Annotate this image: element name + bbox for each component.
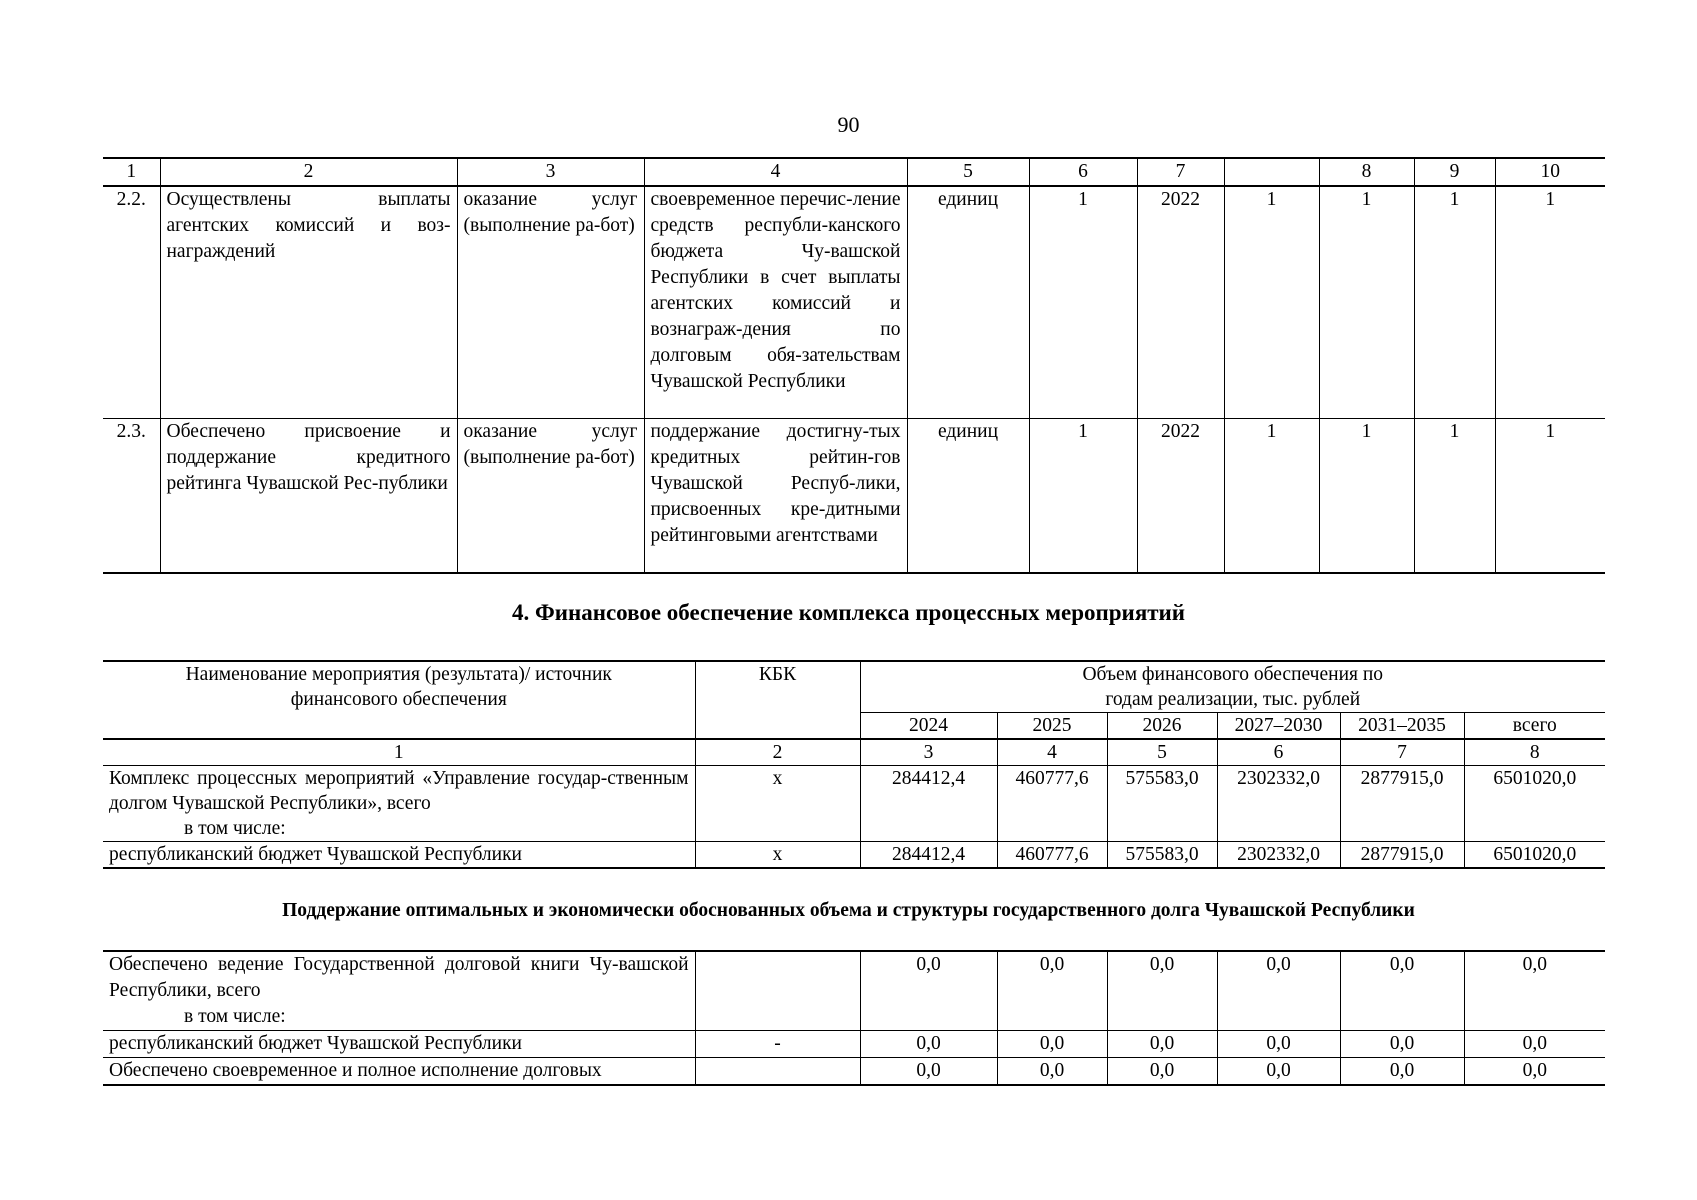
amount: 575583,0 [1107, 842, 1217, 869]
measure-name-text: Комплекс процессных мероприятий «Управление государ-ственным долгом Чувашской Республики», всего [109, 768, 689, 814]
table-header-row [103, 661, 1605, 713]
amount: 284412,4 [860, 766, 997, 842]
amount: 0,0 [1107, 951, 1217, 1031]
table-header-row [103, 158, 1605, 186]
value: 1 [1319, 186, 1414, 418]
header-kbk: КБК [695, 661, 860, 739]
result-type: оказание услуг (выполнение ра-бот) [457, 186, 644, 418]
value: 1 [1414, 186, 1495, 418]
amount: 2302332,0 [1217, 842, 1340, 869]
table-row [103, 1031, 1605, 1058]
amount: 0,0 [997, 1031, 1107, 1058]
kbk [695, 951, 860, 1031]
financing-table-continued [103, 950, 1605, 1086]
amount: 0,0 [997, 1058, 1107, 1086]
amount: 0,0 [1464, 951, 1605, 1031]
row-number: 2.3. [103, 418, 160, 573]
col-header: 4 [644, 158, 907, 186]
amount: 0,0 [1340, 1031, 1464, 1058]
col-header: 10 [1495, 158, 1605, 186]
kbk: х [695, 842, 860, 869]
header-name: Наименование мероприятия (результата)/ источник финансового обеспечения [103, 661, 695, 739]
unit: единиц [907, 186, 1029, 418]
amount: 0,0 [1340, 951, 1464, 1031]
col-header: 7 [1137, 158, 1224, 186]
value: 1 [1414, 418, 1495, 573]
indicators-table [103, 157, 1605, 574]
value: 1 [1224, 418, 1319, 573]
header-volume: Объем финансового обеспечения по годам реализации, тыс. рублей [860, 661, 1605, 713]
col-header: 8 [1319, 158, 1414, 186]
table-row [103, 766, 1605, 842]
kbk: х [695, 766, 860, 842]
amount: 0,0 [1217, 1031, 1340, 1058]
amount: 460777,6 [997, 842, 1107, 869]
amount: 0,0 [1464, 1058, 1605, 1086]
result-name: Осуществлены выплаты агентских комиссий и воз-награждений [160, 186, 457, 418]
amount: 0,0 [1107, 1031, 1217, 1058]
col-number: 2 [695, 739, 860, 766]
col-number: 5 [1107, 739, 1217, 766]
amount: 0,0 [860, 1058, 997, 1086]
amount: 0,0 [997, 951, 1107, 1031]
measure-name [103, 766, 695, 842]
col-header [1224, 158, 1319, 186]
amount: 6501020,0 [1464, 766, 1605, 842]
col-number: 8 [1464, 739, 1605, 766]
subsection-title: Поддержание оптимальных и экономически обоснованных объема и структуры государственного долга Чувашской Республики [282, 900, 1415, 921]
measure-sub: в том числе: [184, 1006, 286, 1027]
table-row [103, 951, 1605, 1031]
table-row [103, 1058, 1605, 1086]
amount: 284412,4 [860, 842, 997, 869]
measure-name [103, 951, 695, 1031]
kbk [695, 1058, 860, 1086]
amount: 2302332,0 [1217, 766, 1340, 842]
amount: 0,0 [1107, 1058, 1217, 1086]
year-header: 2024 [860, 713, 997, 740]
table-row [103, 418, 1605, 573]
year: 2022 [1137, 186, 1224, 418]
result-description: поддержание достигну-тых кредитных рейтин-гов Чувашской Респуб-лики, присвоенных кре-дитными рейтинговыми агентствами [644, 418, 907, 573]
col-header: 6 [1029, 158, 1137, 186]
section-title: 4. Финансовое обеспечение комплекса процессных мероприятий [511, 600, 1186, 625]
value: 1 [1319, 418, 1414, 573]
measure-name: республиканский бюджет Чувашской Республики [103, 842, 695, 869]
col-number: 3 [860, 739, 997, 766]
page-number: 90 [837, 112, 860, 137]
col-header: 1 [103, 158, 160, 186]
amount: 2877915,0 [1340, 766, 1464, 842]
col-header: 9 [1414, 158, 1495, 186]
amount: 0,0 [860, 1031, 997, 1058]
amount: 575583,0 [1107, 766, 1217, 842]
measure-name: республиканский бюджет Чувашской Республики [103, 1031, 695, 1058]
measure-sub: в том числе: [184, 818, 286, 839]
year-header: всего [1464, 713, 1605, 740]
measure-name-text: Обеспечено ведение Государственной долговой книги Чу-вашской Республики, всего [109, 954, 689, 1001]
amount: 460777,6 [997, 766, 1107, 842]
result-type: оказание услуг (выполнение ра-бот) [457, 418, 644, 573]
row-number: 2.2. [103, 186, 160, 418]
kbk: - [695, 1031, 860, 1058]
year: 2022 [1137, 418, 1224, 573]
amount: 6501020,0 [1464, 842, 1605, 869]
amount: 0,0 [1217, 1058, 1340, 1086]
column-numbers-row [103, 739, 1605, 766]
amount: 0,0 [860, 951, 997, 1031]
year-header: 2031–2035 [1340, 713, 1464, 740]
amount: 0,0 [1464, 1031, 1605, 1058]
year-header: 2025 [997, 713, 1107, 740]
value: 1 [1224, 186, 1319, 418]
value: 1 [1029, 418, 1137, 573]
value: 1 [1029, 186, 1137, 418]
table-row [103, 842, 1605, 869]
unit: единиц [907, 418, 1029, 573]
result-description: своевременное перечис-ление средств республи-канского бюджета Чу-вашской Республики в счет выплаты агентских комиссий и вознаграж-дения по долговым обя-зательствам Чувашской Республики [644, 186, 907, 418]
amount: 2877915,0 [1340, 842, 1464, 869]
col-number: 1 [103, 739, 695, 766]
col-header: 5 [907, 158, 1029, 186]
financing-table [103, 660, 1605, 869]
result-name: Обеспечено присвоение и поддержание кредитного рейтинга Чувашской Рес-публики [160, 418, 457, 573]
col-number: 4 [997, 739, 1107, 766]
col-header: 3 [457, 158, 644, 186]
value: 1 [1495, 186, 1605, 418]
amount: 0,0 [1340, 1058, 1464, 1086]
year-header: 2027–2030 [1217, 713, 1340, 740]
col-number: 7 [1340, 739, 1464, 766]
col-number: 6 [1217, 739, 1340, 766]
value: 1 [1495, 418, 1605, 573]
measure-name: Обеспечено своевременное и полное исполнение долговых [103, 1058, 695, 1086]
table-row [103, 186, 1605, 418]
amount: 0,0 [1217, 951, 1340, 1031]
col-header: 2 [160, 158, 457, 186]
year-header: 2026 [1107, 713, 1217, 740]
